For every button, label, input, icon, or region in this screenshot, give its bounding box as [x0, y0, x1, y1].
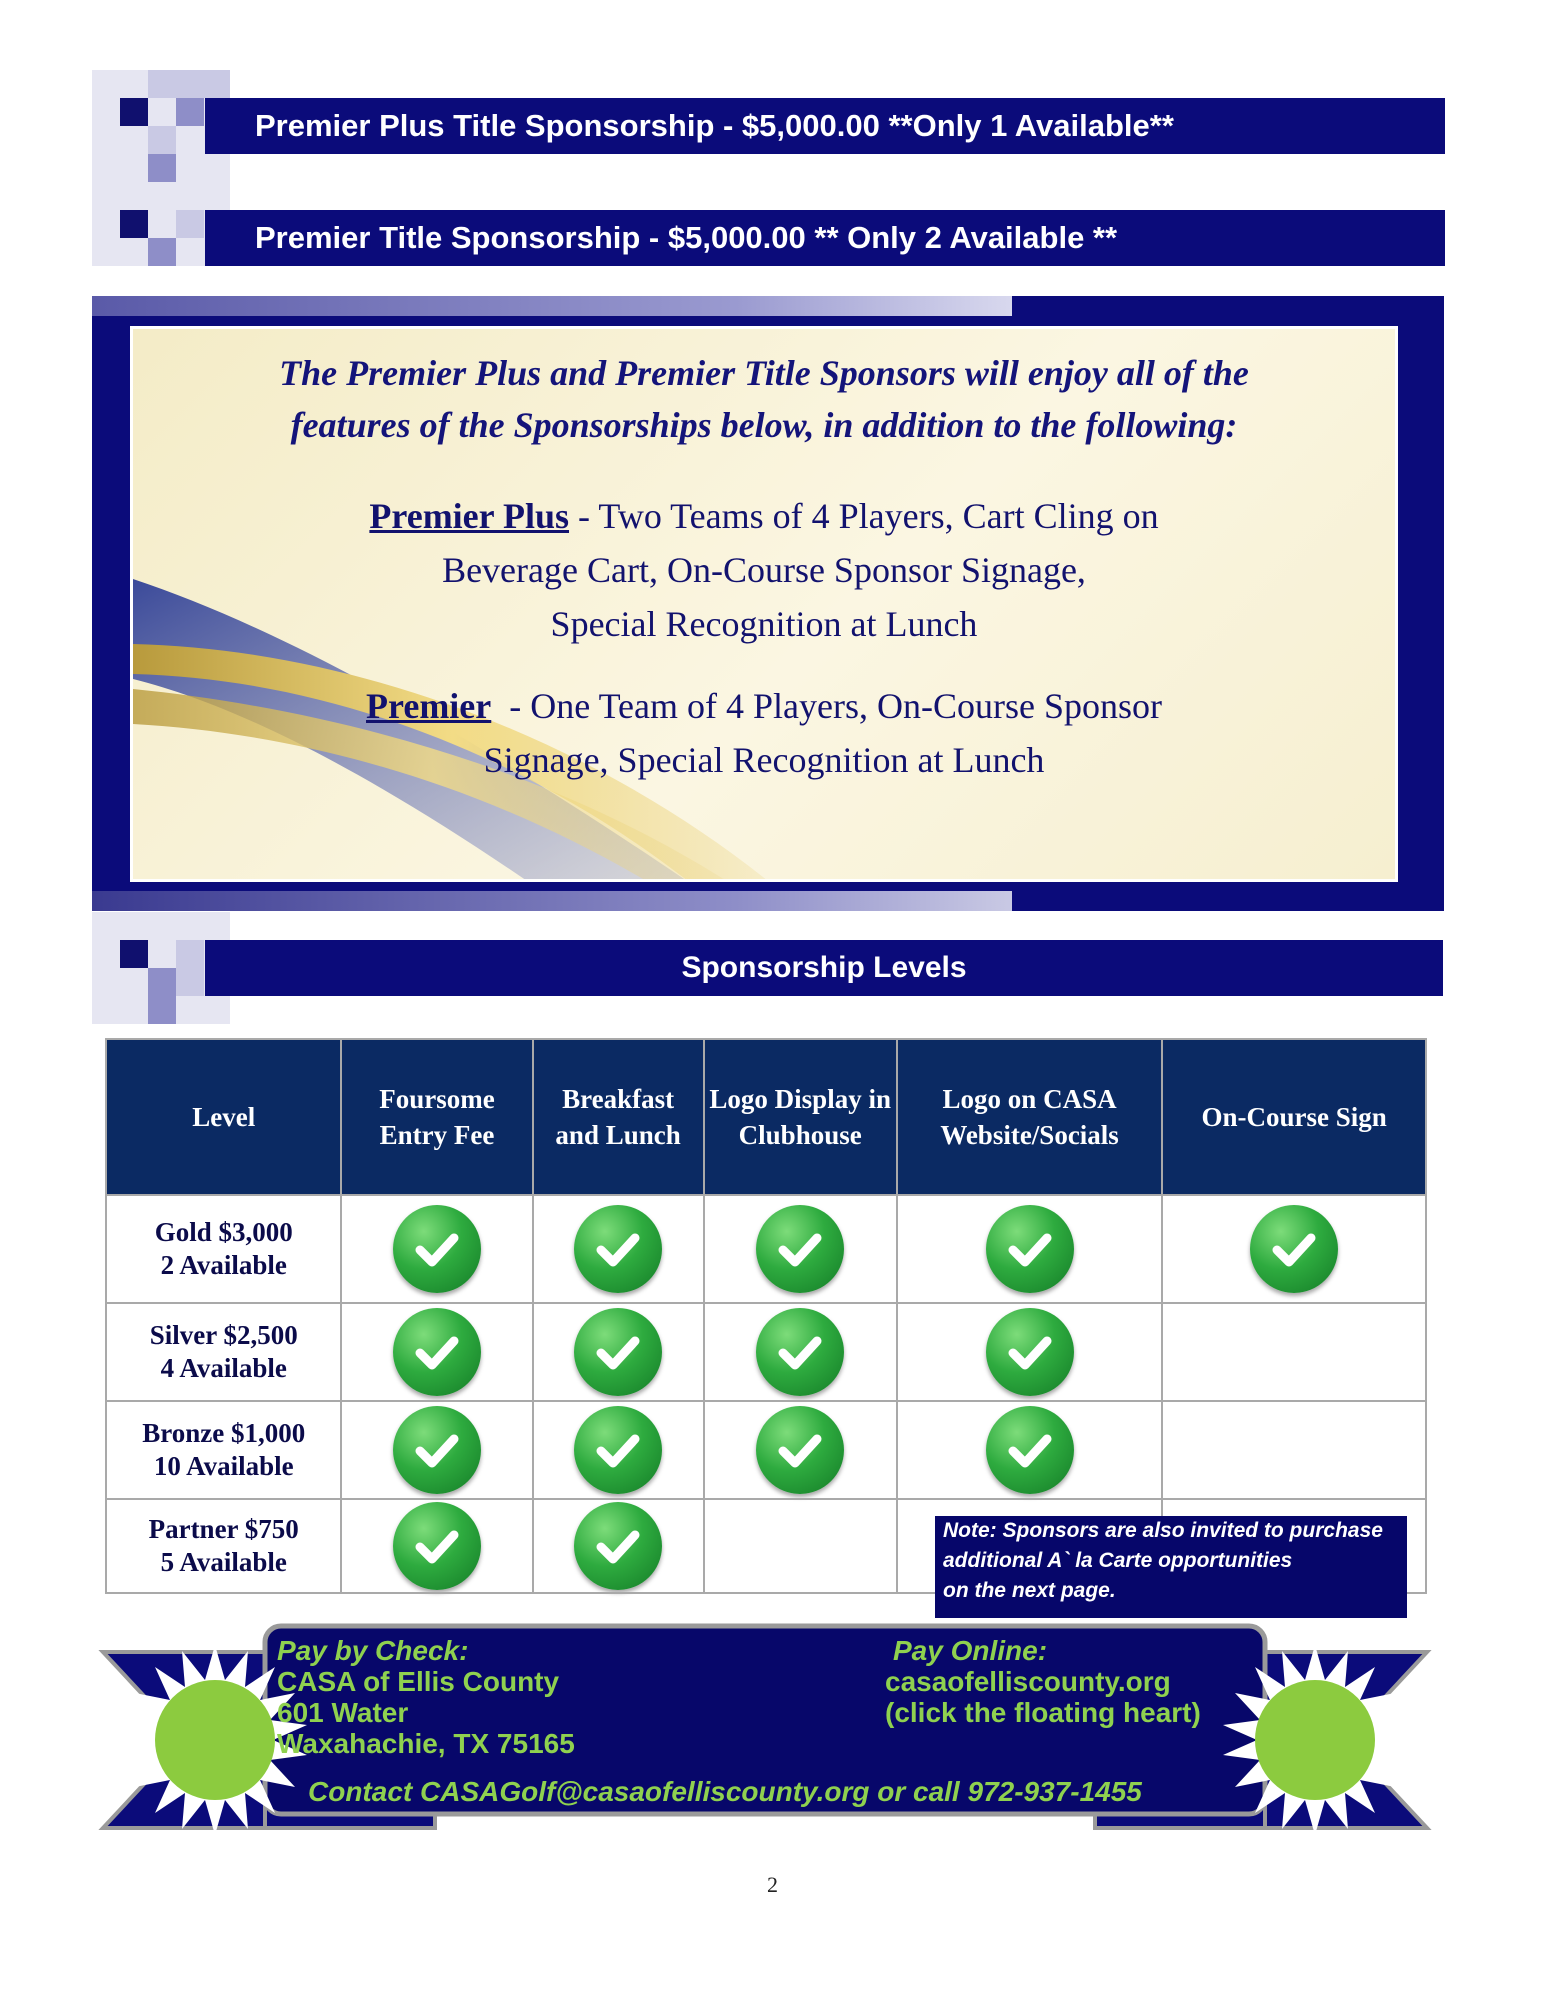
contact-line: Contact CASAGolf@casaofelliscounty.org or call 972-937-1455	[308, 1776, 1142, 1807]
panel-bottom-stripe	[92, 891, 1012, 911]
pay-check-line-1: CASA of Ellis County	[277, 1666, 560, 1697]
premier-plus-banner-text: Premier Plus Title Sponsorship - $5,000.00 **Only 1 Available**	[255, 108, 1174, 143]
benefit-cell	[533, 1401, 704, 1499]
premier-plus-banner	[205, 98, 1445, 154]
level-name: Gold $3,000	[154, 1217, 293, 1247]
checkmark-icon	[1250, 1205, 1338, 1293]
checkmark-icon	[756, 1406, 844, 1494]
table-row	[106, 1303, 1426, 1401]
checkmark-icon	[756, 1308, 844, 1396]
checkmark-icon	[393, 1205, 481, 1293]
premier-details	[133, 679, 1395, 787]
sponsorship-levels-title: Sponsorship Levels	[681, 951, 967, 984]
benefit-cell	[897, 1195, 1163, 1303]
note-line-1: Note: Sponsors are also invited to purchase	[943, 1519, 1383, 1542]
pay-check-line-3: Waxahachie, TX 75165	[277, 1728, 575, 1759]
header-breakfast: Breakfast and Lunch	[533, 1039, 704, 1195]
starburst-right	[1220, 1645, 1410, 1835]
premier-plus-line-1: - Two Teams of 4 Players, Cart Cling on	[569, 496, 1159, 536]
premier-plus-label: Premier Plus	[369, 496, 570, 536]
panel-top-stripe	[92, 296, 1012, 316]
level-availability: 2 Available	[160, 1250, 287, 1280]
pay-online-title: Pay Online:	[893, 1635, 1048, 1666]
checkmark-icon	[393, 1308, 481, 1396]
pay-check-title: Pay by Check:	[277, 1635, 469, 1666]
pay-check-line-2: 601 Water	[277, 1697, 409, 1728]
checkmark-icon	[574, 1308, 662, 1396]
benefit-cell	[533, 1499, 704, 1593]
premier-label: Premier	[366, 686, 492, 726]
checkmark-icon	[986, 1308, 1074, 1396]
sponsorship-table	[105, 1038, 1427, 1594]
level-name: Silver $2,500	[149, 1320, 298, 1350]
benefit-cell	[341, 1303, 532, 1401]
checkmark-icon	[986, 1205, 1074, 1293]
intro-line-1: The Premier Plus and Premier Title Sponsors will enjoy all of the	[279, 353, 1249, 393]
sponsorship-levels-banner	[205, 940, 1443, 996]
benefit-cell	[704, 1499, 897, 1593]
panel-intro	[133, 347, 1395, 451]
level-cell	[106, 1401, 341, 1499]
level-cell	[106, 1303, 341, 1401]
benefit-cell	[341, 1401, 532, 1499]
premier-banner-text: Premier Title Sponsorship - $5,000.00 ** Only 2 Available **	[255, 220, 1118, 255]
benefit-cell	[341, 1195, 532, 1303]
level-name: Partner $750	[148, 1514, 299, 1544]
premier-line-1: - One Team of 4 Players, On-Course Sponsor	[491, 686, 1162, 726]
checkmark-icon	[393, 1406, 481, 1494]
pay-online	[885, 1635, 1201, 1728]
level-availability: 10 Available	[153, 1451, 294, 1481]
pay-online-url[interactable]: casaofelliscounty.org	[885, 1666, 1171, 1697]
header-foursome: Foursome Entry Fee	[341, 1039, 532, 1195]
header-level: Level	[106, 1039, 341, 1195]
page-number: 2	[767, 1872, 778, 1897]
pay-online-hint: (click the floating heart)	[885, 1697, 1201, 1728]
level-cell	[106, 1195, 341, 1303]
benefit-cell	[341, 1499, 532, 1593]
checkmark-icon	[393, 1502, 481, 1590]
pay-by-check	[277, 1635, 575, 1759]
premier-plus-line-2: Beverage Cart, On-Course Sponsor Signage,	[442, 550, 1086, 590]
level-cell	[106, 1499, 341, 1593]
level-availability: 5 Available	[160, 1547, 287, 1577]
table-header-row	[106, 1039, 1426, 1195]
table-row	[106, 1195, 1426, 1303]
header-logo-clubhouse: Logo Display in Clubhouse	[704, 1039, 897, 1195]
benefit-cell	[704, 1401, 897, 1499]
benefit-cell	[897, 1401, 1163, 1499]
benefit-cell	[1162, 1303, 1426, 1401]
note-line-2: additional A` la Carte opportunities	[943, 1549, 1293, 1572]
table-row	[106, 1401, 1426, 1499]
checkmark-icon	[574, 1406, 662, 1494]
premier-plus-details	[133, 489, 1395, 651]
benefit-cell	[1162, 1401, 1426, 1499]
benefit-cell	[897, 1303, 1163, 1401]
header-course-sign: On-Course Sign	[1162, 1039, 1426, 1195]
checkmark-icon	[574, 1205, 662, 1293]
level-name: Bronze $1,000	[142, 1418, 306, 1448]
benefit-cell	[704, 1195, 897, 1303]
checkmark-icon	[574, 1502, 662, 1590]
header-logo-website: Logo on CASA Website/Socials	[897, 1039, 1163, 1195]
a-la-carte-note	[935, 1516, 1407, 1618]
premier-line-2: Signage, Special Recognition at Lunch	[483, 740, 1045, 780]
level-availability: 4 Available	[160, 1353, 287, 1383]
benefit-cell	[533, 1195, 704, 1303]
benefit-cell	[704, 1303, 897, 1401]
benefit-cell	[533, 1303, 704, 1401]
intro-line-2: features of the Sponsorships below, in addition to the following:	[290, 405, 1238, 445]
premier-banner	[205, 210, 1445, 266]
premier-plus-line-3: Special Recognition at Lunch	[550, 604, 978, 644]
checkmark-icon	[756, 1205, 844, 1293]
benefit-cell	[1162, 1195, 1426, 1303]
premier-panel	[130, 326, 1398, 882]
note-line-3: on the next page.	[943, 1579, 1116, 1602]
checkmark-icon	[986, 1406, 1074, 1494]
